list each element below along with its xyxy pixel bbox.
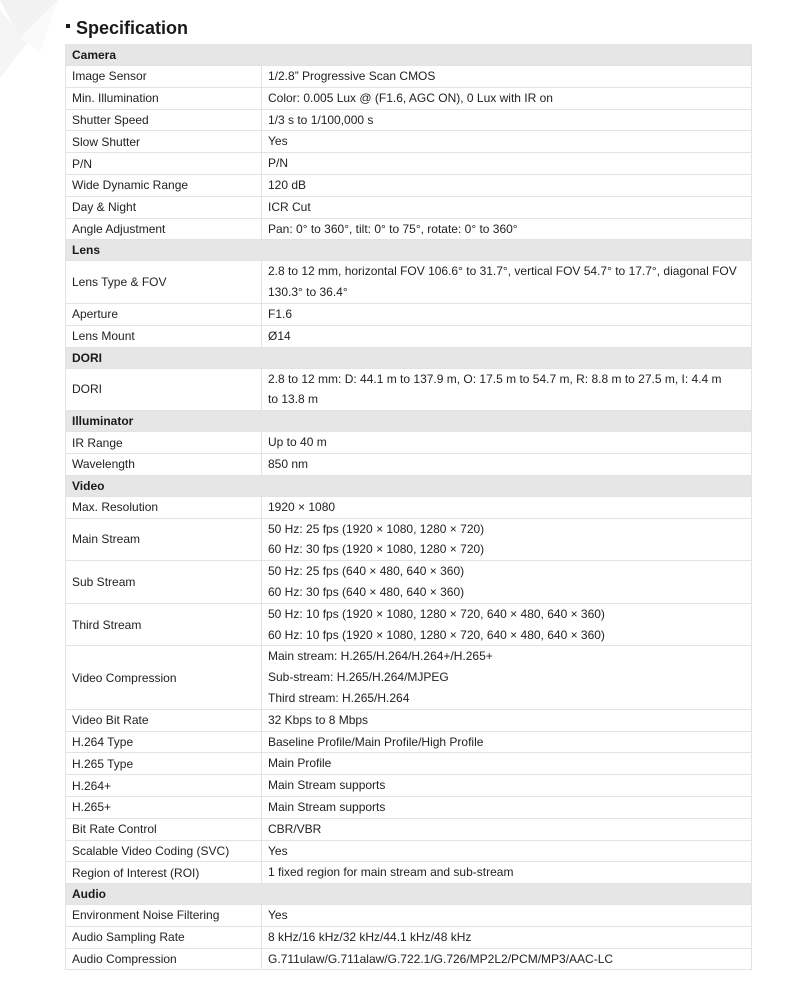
spec-value bbox=[262, 196, 752, 218]
spec-value bbox=[262, 948, 752, 970]
section-title: DORI bbox=[66, 347, 752, 368]
spec-value bbox=[262, 131, 752, 153]
spec-row bbox=[66, 131, 752, 153]
spec-label: H.264+ bbox=[66, 775, 262, 797]
spec-value bbox=[262, 453, 752, 475]
title-text: Specification bbox=[76, 17, 189, 38]
section-header-row bbox=[66, 411, 752, 432]
spec-value-line: Yes bbox=[268, 134, 288, 149]
spec-value bbox=[262, 174, 752, 196]
spec-row bbox=[66, 325, 752, 347]
spec-label: Environment Noise Filtering bbox=[66, 905, 262, 927]
spec-row bbox=[66, 905, 752, 927]
spec-value-line: 1920 × 1080 bbox=[268, 499, 336, 514]
spec-row bbox=[66, 432, 752, 454]
spec-value-line: 60 Hz: 10 fps (1920 × 1080, 1280 × 720, 640 × 480, 640 × 360) bbox=[268, 627, 605, 642]
spec-value-line: Ø14 bbox=[268, 328, 291, 343]
spec-row bbox=[66, 709, 752, 731]
spec-row bbox=[66, 453, 752, 475]
spec-value-line: G.711ulaw/G.711alaw/G.722.1/G.726/MP2L2/PCM/MP3/AAC-LC bbox=[268, 951, 614, 966]
spec-value bbox=[262, 496, 752, 518]
spec-label: Audio Sampling Rate bbox=[66, 926, 262, 948]
spec-row bbox=[66, 196, 752, 218]
spec-value-line: to 13.8 m bbox=[268, 392, 319, 407]
spec-label: Angle Adjustment bbox=[66, 218, 262, 240]
section-title: Lens bbox=[66, 240, 752, 261]
spec-label: H.264 Type bbox=[66, 731, 262, 753]
spec-value-line: Color: 0.005 Lux @ (F1.6, AGC ON), 0 Lux with IR on bbox=[268, 90, 553, 105]
spec-value-line: 32 Kbps to 8 Mbps bbox=[268, 712, 369, 727]
spec-label: DORI bbox=[66, 368, 262, 411]
spec-row bbox=[66, 109, 752, 131]
spec-value-line: 60 Hz: 30 fps (1920 × 1080, 1280 × 720) bbox=[268, 542, 485, 557]
spec-value bbox=[262, 109, 752, 131]
spec-value-line: Main Profile bbox=[268, 756, 332, 771]
spec-label: IR Range bbox=[66, 432, 262, 454]
spec-row bbox=[66, 303, 752, 325]
spec-value-line: 60 Hz: 30 fps (640 × 480, 640 × 360) bbox=[268, 584, 465, 599]
spec-value bbox=[262, 796, 752, 818]
spec-label: Shutter Speed bbox=[66, 109, 262, 131]
section-title: Video bbox=[66, 475, 752, 496]
spec-row bbox=[66, 174, 752, 196]
spec-label: Sub Stream bbox=[66, 561, 262, 604]
spec-label: H.265+ bbox=[66, 796, 262, 818]
spec-row bbox=[66, 368, 752, 411]
spec-value bbox=[262, 218, 752, 240]
spec-value-line: F1.6 bbox=[268, 306, 293, 321]
spec-value-line: Up to 40 m bbox=[268, 435, 327, 450]
section-header-row bbox=[66, 45, 752, 66]
section-header-row bbox=[66, 240, 752, 261]
spec-value-line: 120 dB bbox=[268, 177, 307, 192]
spec-value-line: 2.8 to 12 mm: D: 44.1 m to 137.9 m, O: 17.5 m to 54.7 m, R: 8.8 m to 27.5 m, I: 4.4 m bbox=[268, 371, 722, 386]
spec-label: Region of Interest (ROI) bbox=[66, 862, 262, 884]
spec-table bbox=[65, 44, 752, 970]
spec-label: Image Sensor bbox=[66, 66, 262, 88]
spec-value bbox=[262, 646, 752, 709]
spec-value bbox=[262, 153, 752, 175]
spec-value-line: 1/3 s to 1/100,000 s bbox=[268, 112, 374, 127]
spec-label: Video Compression bbox=[66, 646, 262, 709]
spec-value bbox=[262, 926, 752, 948]
spec-row bbox=[66, 87, 752, 109]
spec-value-line: Yes bbox=[268, 843, 288, 858]
spec-value-line: CBR/VBR bbox=[268, 821, 322, 836]
spec-row bbox=[66, 603, 752, 646]
section-title: Camera bbox=[66, 45, 752, 66]
spec-row bbox=[66, 775, 752, 797]
spec-label: Third Stream bbox=[66, 603, 262, 646]
section-header-row bbox=[66, 884, 752, 905]
spec-value bbox=[262, 731, 752, 753]
section-header-row bbox=[66, 475, 752, 496]
spec-value bbox=[262, 325, 752, 347]
spec-value-line: P/N bbox=[268, 156, 289, 171]
spec-value-line: Main stream: H.265/H.264/H.264+/H.265+ bbox=[268, 649, 493, 664]
spec-value bbox=[262, 862, 752, 884]
spec-value bbox=[262, 818, 752, 840]
spec-label: H.265 Type bbox=[66, 753, 262, 775]
spec-row bbox=[66, 796, 752, 818]
spec-row bbox=[66, 926, 752, 948]
spec-value bbox=[262, 753, 752, 775]
spec-value-line: Third stream: H.265/H.264 bbox=[268, 690, 410, 705]
spec-table-body bbox=[66, 45, 752, 970]
spec-row bbox=[66, 818, 752, 840]
spec-value-line: ICR Cut bbox=[268, 199, 311, 214]
spec-value bbox=[262, 603, 752, 646]
spec-label: Bit Rate Control bbox=[66, 818, 262, 840]
spec-row bbox=[66, 948, 752, 970]
spec-row bbox=[66, 218, 752, 240]
spec-label: P/N bbox=[66, 153, 262, 175]
spec-row bbox=[66, 518, 752, 561]
spec-row bbox=[66, 646, 752, 709]
corner-watermark-graphic bbox=[0, 0, 70, 80]
spec-value-line: Yes bbox=[268, 908, 288, 923]
spec-value bbox=[262, 368, 752, 411]
spec-label: Video Bit Rate bbox=[66, 709, 262, 731]
spec-label: Wavelength bbox=[66, 453, 262, 475]
spec-value-line: 50 Hz: 10 fps (1920 × 1080, 1280 × 720, 640 × 480, 640 × 360) bbox=[268, 606, 605, 621]
spec-value-line: Main Stream supports bbox=[268, 778, 386, 793]
spec-value-line: 8 kHz/16 kHz/32 kHz/44.1 kHz/48 kHz bbox=[268, 929, 472, 944]
spec-value-line: 50 Hz: 25 fps (1920 × 1080, 1280 × 720) bbox=[268, 521, 485, 536]
spec-value-line: 1/2.8” Progressive Scan CMOS bbox=[268, 69, 436, 83]
spec-label: Day & Night bbox=[66, 196, 262, 218]
spec-label: Wide Dynamic Range bbox=[66, 174, 262, 196]
spec-value-line: Pan: 0° to 360°, tilt: 0° to 75°, rotate: 0° to 360° bbox=[268, 221, 518, 236]
section-title: Audio bbox=[66, 884, 752, 905]
spec-row bbox=[66, 862, 752, 884]
spec-value bbox=[262, 66, 752, 88]
spec-value bbox=[262, 709, 752, 731]
spec-value-line: 2.8 to 12 mm, horizontal FOV 106.6° to 31.7°, vertical FOV 54.7° to 17.7°, diagonal FOV bbox=[268, 264, 737, 279]
section-header-row bbox=[66, 347, 752, 368]
spec-label: Scalable Video Coding (SVC) bbox=[66, 840, 262, 862]
spec-label: Lens Mount bbox=[66, 325, 262, 347]
title-bullet bbox=[66, 24, 70, 28]
spec-value bbox=[262, 561, 752, 604]
spec-value bbox=[262, 432, 752, 454]
spec-label: Main Stream bbox=[66, 518, 262, 561]
spec-label: Slow Shutter bbox=[66, 131, 262, 153]
spec-value-line: Main Stream supports bbox=[268, 799, 386, 814]
spec-value bbox=[262, 87, 752, 109]
spec-label: Min. Illumination bbox=[66, 87, 262, 109]
spec-value-line: 850 nm bbox=[268, 456, 309, 471]
page-title bbox=[66, 16, 188, 40]
spec-value bbox=[262, 303, 752, 325]
spec-value-line: Sub-stream: H.265/H.264/MJPEG bbox=[268, 670, 449, 685]
spec-value bbox=[262, 840, 752, 862]
spec-row bbox=[66, 753, 752, 775]
spec-row bbox=[66, 840, 752, 862]
spec-row bbox=[66, 731, 752, 753]
spec-value bbox=[262, 905, 752, 927]
spec-label: Lens Type & FOV bbox=[66, 261, 262, 304]
spec-row bbox=[66, 496, 752, 518]
spec-value bbox=[262, 518, 752, 561]
spec-label: Audio Compression bbox=[66, 948, 262, 970]
spec-value-line: 1 fixed region for main stream and sub-stream bbox=[268, 865, 514, 880]
spec-row bbox=[66, 153, 752, 175]
spec-row bbox=[66, 561, 752, 604]
spec-label: Aperture bbox=[66, 303, 262, 325]
spec-row bbox=[66, 261, 752, 304]
section-title: Illuminator bbox=[66, 411, 752, 432]
spec-value bbox=[262, 261, 752, 304]
spec-value bbox=[262, 775, 752, 797]
spec-label: Max. Resolution bbox=[66, 496, 262, 518]
spec-value-line: Baseline Profile/Main Profile/High Profile bbox=[268, 734, 484, 749]
spec-value-line: 130.3° to 36.4° bbox=[268, 285, 348, 300]
spec-row bbox=[66, 66, 752, 88]
spec-value-line: 50 Hz: 25 fps (640 × 480, 640 × 360) bbox=[268, 564, 465, 579]
